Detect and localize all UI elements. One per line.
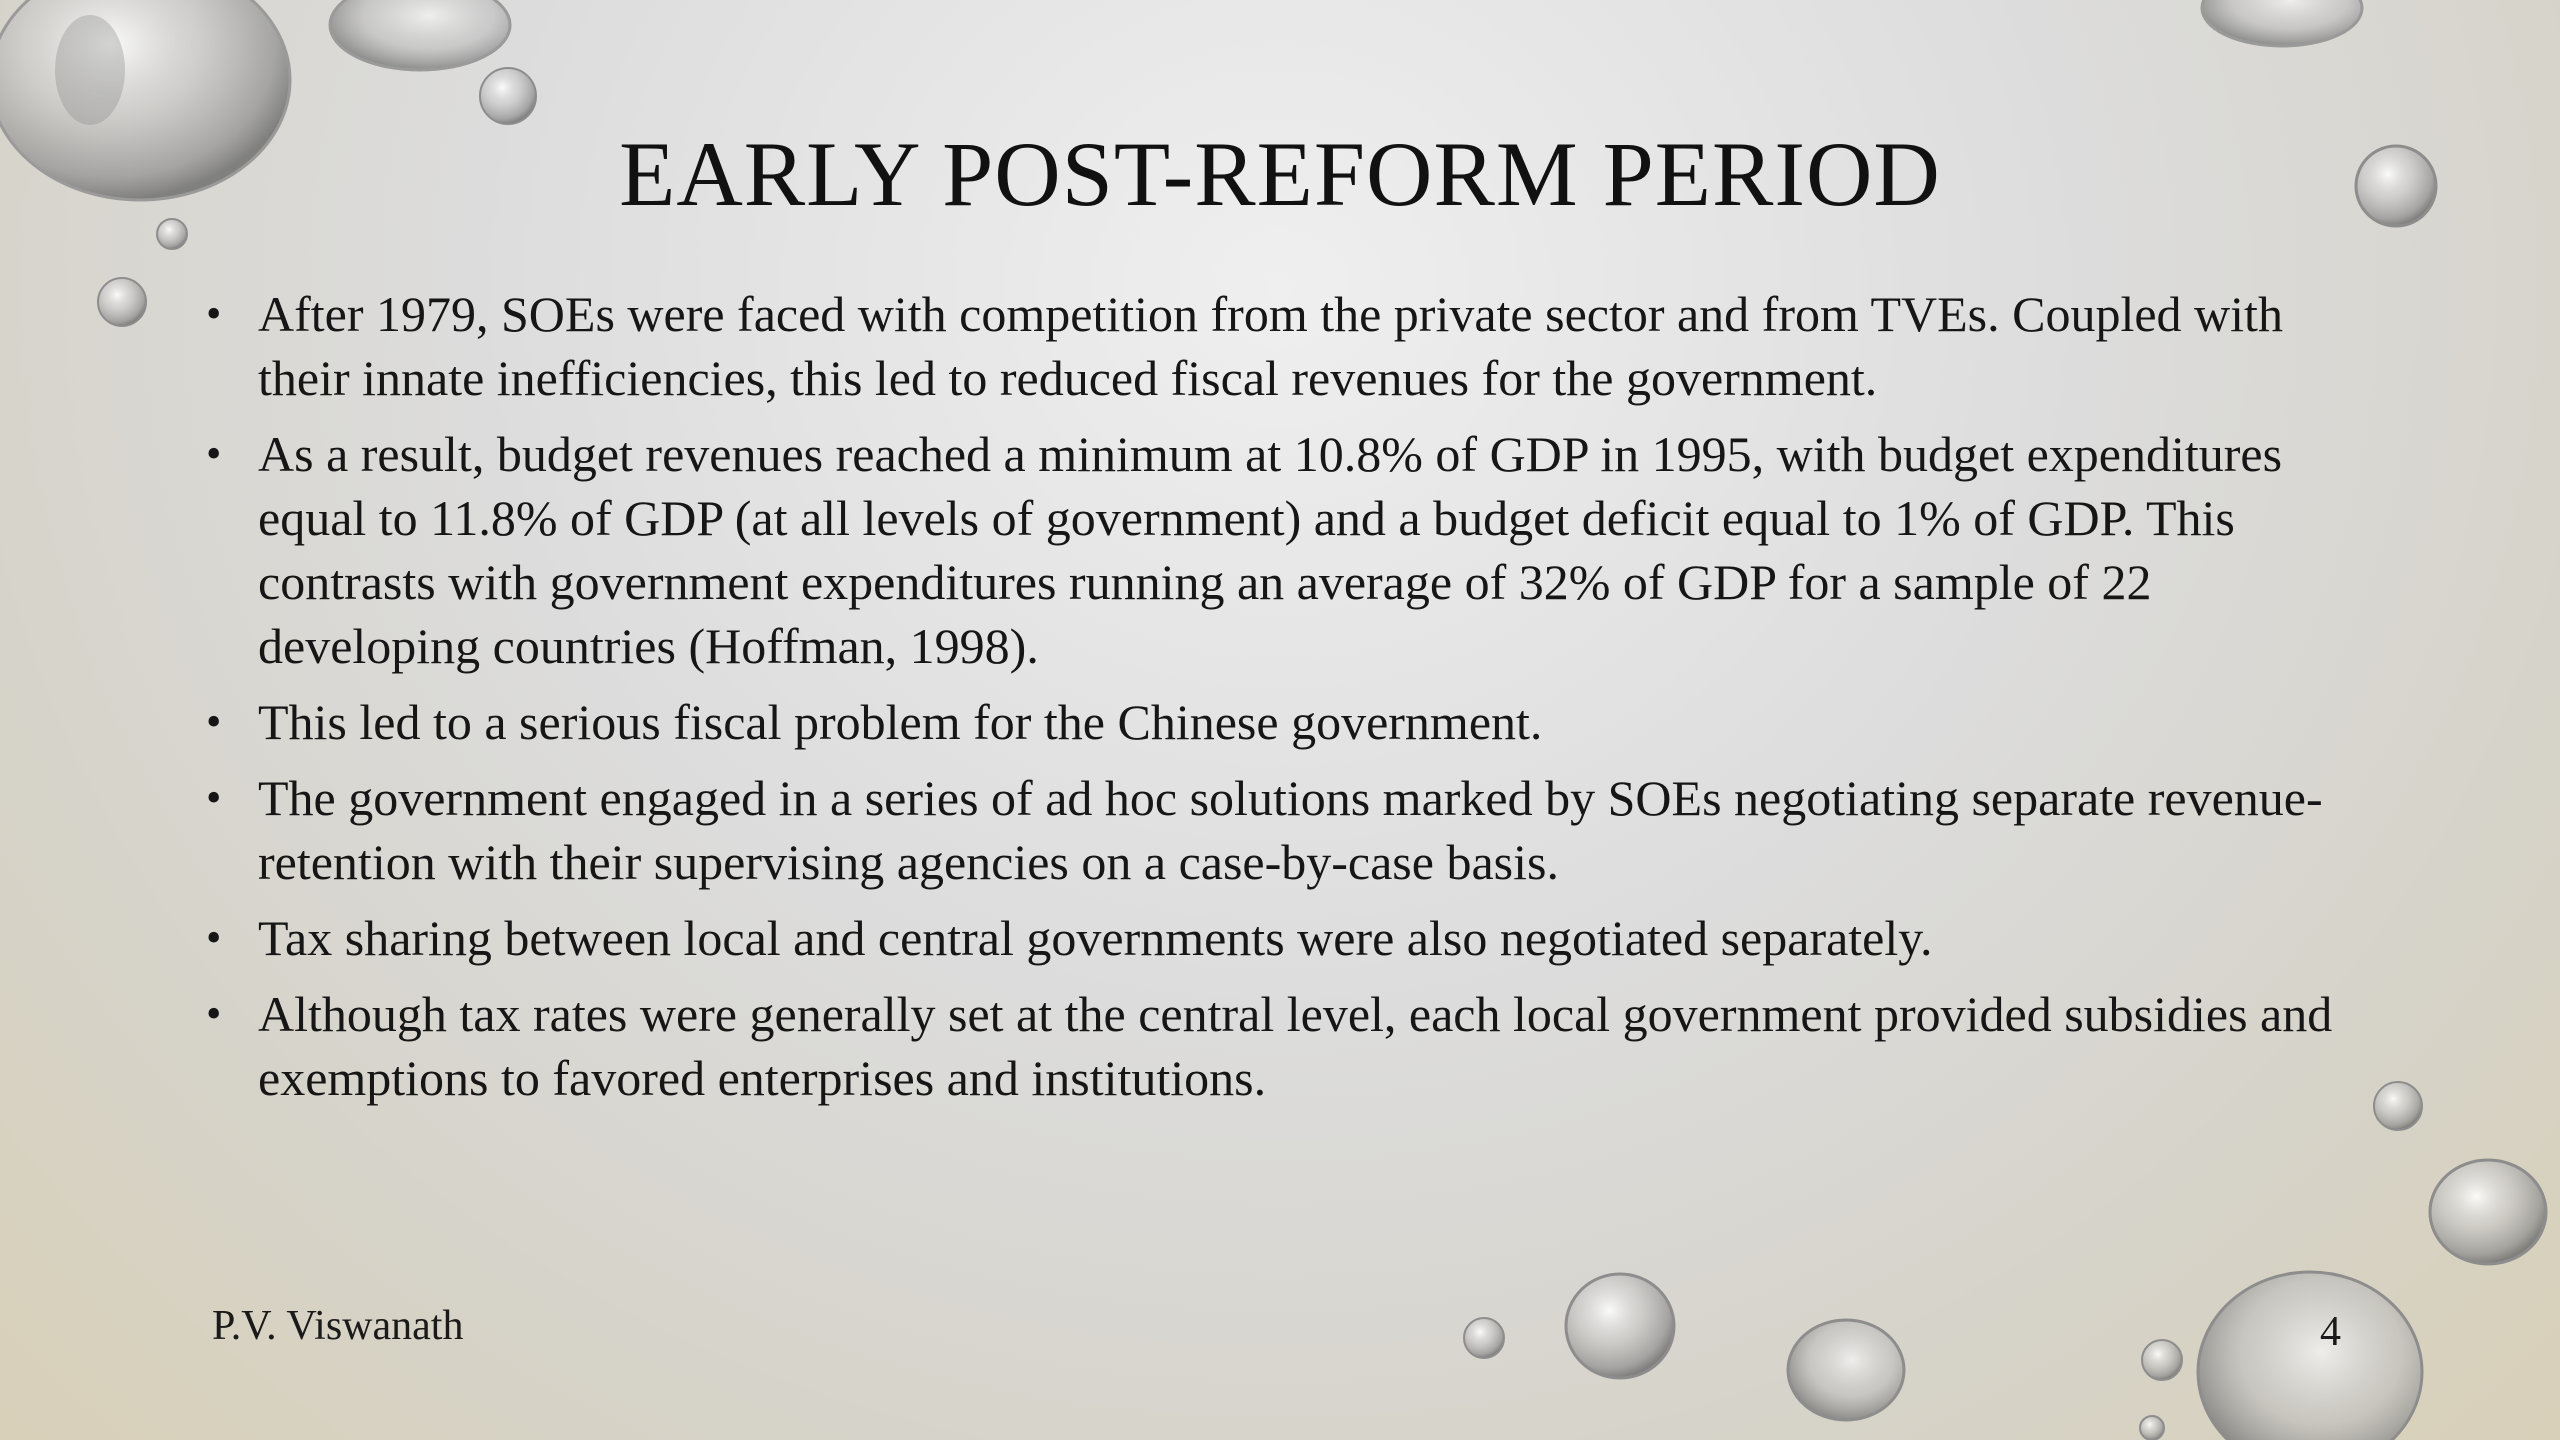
bullet-item	[206, 766, 2378, 894]
drop-9	[2430, 1160, 2546, 1264]
bullet-text: This led to a serious fiscal problem for the Chinese government.	[258, 694, 1543, 750]
bullet-text: After 1979, SOEs were faced with competition from the private sector and from TVEs. Coupled with their innate inefficiencies, this led to reduced fiscal revenues for the government.	[258, 286, 2283, 406]
bullet-list	[206, 282, 2378, 1122]
drop-14	[1788, 1320, 1904, 1420]
page-number: 4	[2320, 1309, 2341, 1355]
drop-2	[330, 0, 510, 70]
bullet-item	[206, 906, 2378, 970]
drop-5	[98, 278, 146, 326]
footer-author: P.V. Viswanath	[212, 1303, 464, 1349]
bullet-dot: •	[206, 773, 222, 822]
drop-3	[480, 68, 536, 124]
drop-13	[1566, 1274, 1674, 1378]
drop-15	[1464, 1318, 1504, 1358]
bullet-item	[206, 690, 2378, 754]
slide-title: EARLY POST-REFORM PERIOD	[619, 123, 1941, 225]
bullet-dot: •	[206, 429, 222, 478]
bullet-dot: •	[206, 697, 222, 746]
bullet-dot: •	[206, 289, 222, 338]
drop-12	[2140, 1416, 2164, 1440]
bullet-item	[206, 282, 2378, 410]
bullet-item	[206, 422, 2378, 678]
drop-4	[157, 219, 187, 249]
bullet-text: As a result, budget revenues reached a minimum at 10.8% of GDP in 1995, with budget expenditures equal to 11.8% of GDP (at all levels of government) and a budget deficit equal to 1% of GDP. This contrasts with government expenditures running an average of 32% of GDP for a sample of 22 developing countries (Hoffman, 1998).	[258, 426, 2283, 674]
drop-11	[2142, 1340, 2182, 1380]
drop-8	[2374, 1082, 2422, 1130]
bullet-item	[206, 982, 2378, 1110]
drop-10	[2198, 1272, 2422, 1440]
bullet-text: Tax sharing between local and central governments were also negotiated separately.	[258, 910, 1933, 966]
drop-6	[2202, 0, 2362, 46]
bullet-dot: •	[206, 989, 222, 1038]
bullet-text: The government engaged in a series of ad hoc solutions marked by SOEs negotiating separate revenue-retention with their supervising agencies on a case-by-case basis.	[258, 770, 2323, 890]
bullet-dot: •	[206, 913, 222, 962]
bullet-text: Although tax rates were generally set at the central level, each local government provided subsidies and exemptions to favored enterprises and institutions.	[258, 986, 2333, 1106]
